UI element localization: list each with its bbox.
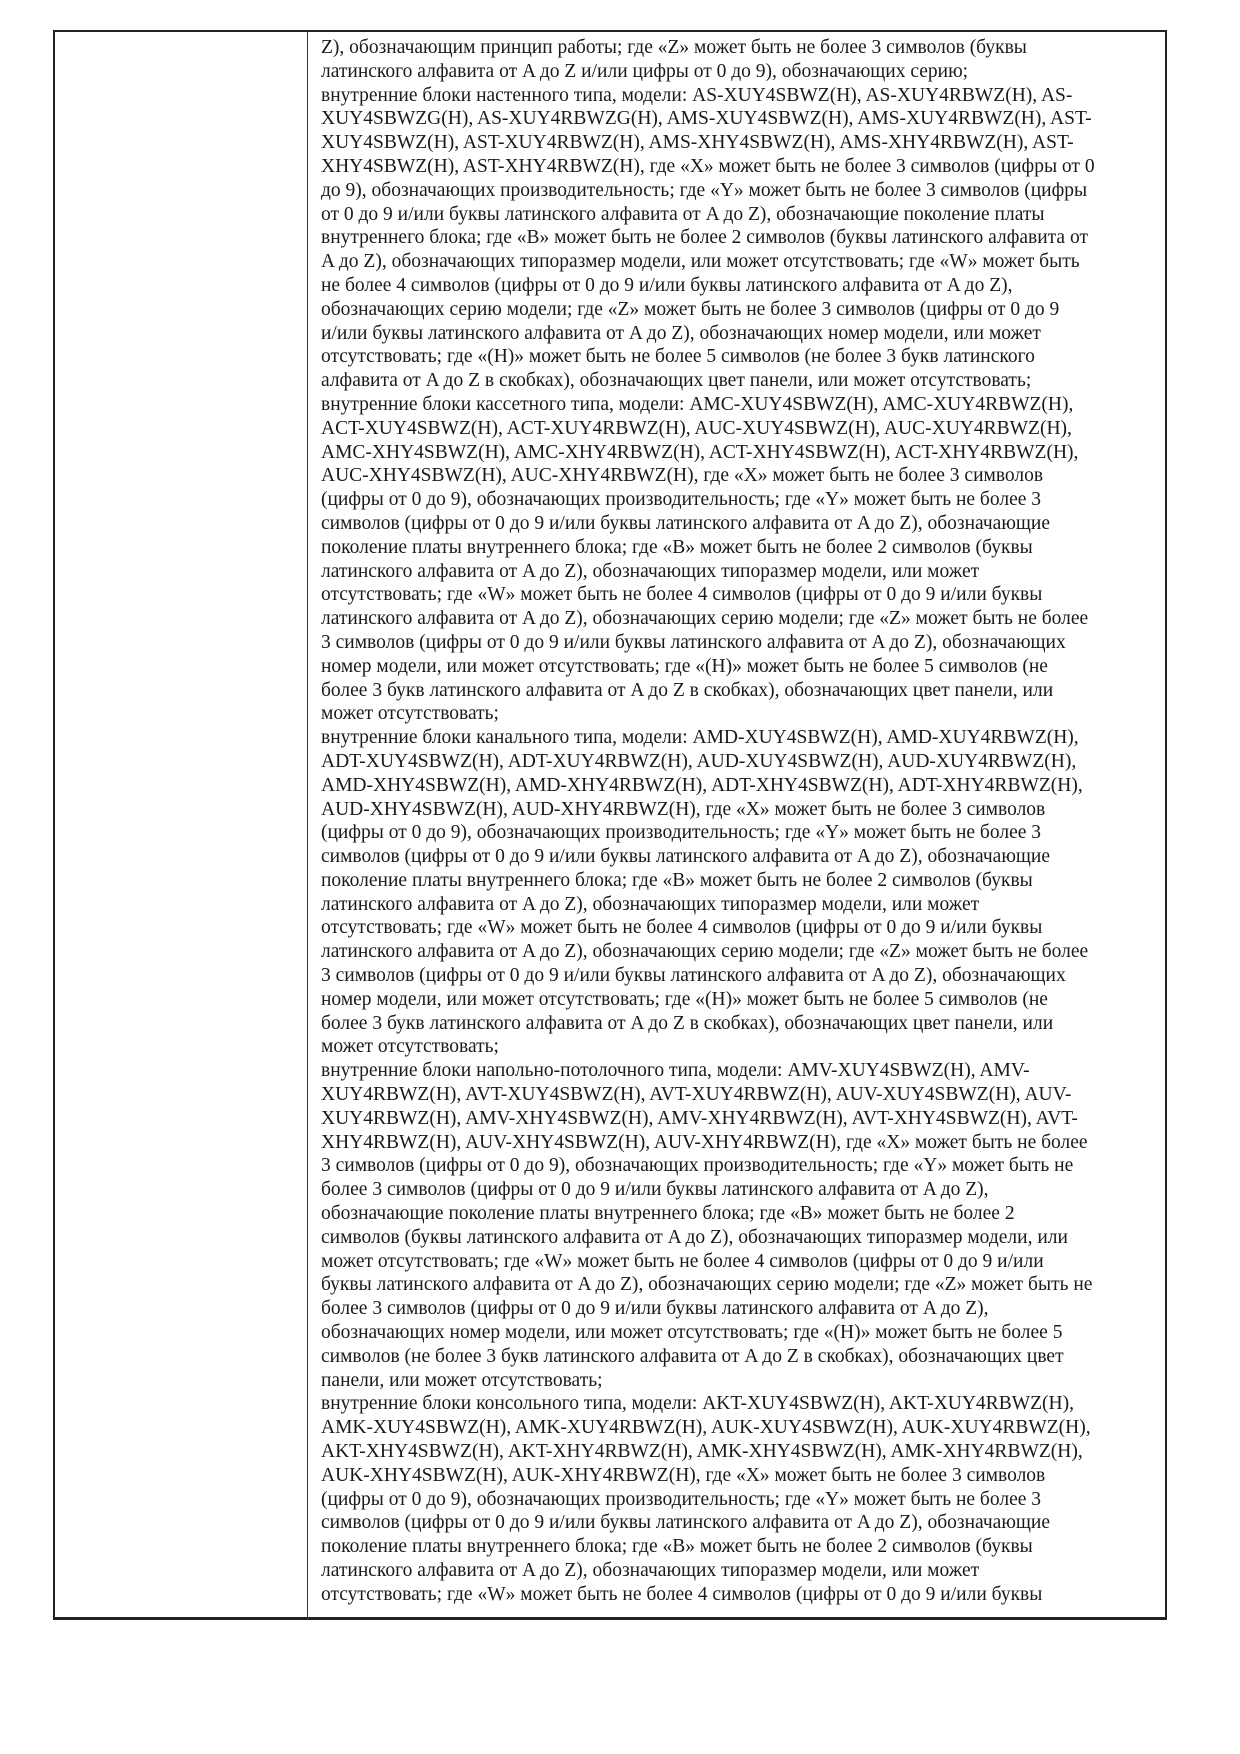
text-line: ADT-XUY4SBWZ(H), ADT-XUY4RBWZ(H), AUD-XUY4SBWZ(H), AUD-XUY4RBWZ(H),	[321, 750, 1077, 772]
text-line: 3 символов (цифры от 0 до 9), обозначающих производительность; где «Y» может быть не	[321, 1155, 1074, 1177]
text-line: алфавита от A до Z в скобках), обозначающих цвет панели, или может отсутствовать;	[321, 370, 1032, 392]
text-line: внутренние блоки напольно-потолочного типа, модели: AMV-XUY4SBWZ(H), AMV-	[321, 1060, 1030, 1082]
text-line: латинского алфавита от A до Z), обозначающих серию модели; где «Z» может быть не более	[321, 941, 1089, 963]
text-line: XUY4SBWZG(H), AS-XUY4RBWZG(H), AMS-XUY4SBWZ(H), AMS-XUY4RBWZ(H), AST-	[321, 108, 1092, 130]
text-line: обозначающих номер модели, или может отсутствовать; где «(H)» может быть не более 5	[321, 1322, 1063, 1344]
text-line: AUC-XHY4SBWZ(H), AUC-XHY4RBWZ(H), где «X» может быть не более 3 символов	[321, 465, 1044, 487]
text-line: внутренние блоки канального типа, модели: AMD-XUY4SBWZ(H), AMD-XUY4RBWZ(H),	[321, 727, 1079, 749]
text-line: (цифры от 0 до 9), обозначающих производительность; где «Y» может быть не более 3	[321, 1488, 1042, 1510]
text-line: 3 символов (цифры от 0 до 9 и/или буквы латинского алфавита от A до Z), обозначающих	[321, 631, 1066, 653]
text-line: XUY4RBWZ(H), AMV-XHY4SBWZ(H), AMV-XHY4RBWZ(H), AVT-XHY4SBWZ(H), AVT-	[321, 1107, 1078, 1129]
text-line: AMK-XUY4SBWZ(H), AMK-XUY4RBWZ(H), AUK-XUY4SBWZ(H), AUK-XUY4RBWZ(H),	[321, 1417, 1091, 1439]
text-line: более 3 символов (цифры от 0 до 9 и/или буквы латинского алфавита от A до Z),	[321, 1179, 989, 1201]
text-line: AMD-XHY4SBWZ(H), AMD-XHY4RBWZ(H), ADT-XHY4SBWZ(H), ADT-XHY4RBWZ(H),	[321, 774, 1083, 796]
document-table	[53, 30, 1167, 1620]
text-line: 3 символов (цифры от 0 до 9 и/или буквы латинского алфавита от A до Z), обозначающих	[321, 965, 1066, 987]
text-line: AUK-XHY4SBWZ(H), AUK-XHY4RBWZ(H), где «X» может быть не более 3 символов	[321, 1464, 1046, 1486]
text-line: номер модели, или может отсутствовать; где «(H)» может быть не более 5 символов (не	[321, 988, 1048, 1010]
text-line: XUY4RBWZ(H), AVT-XUY4SBWZ(H), AVT-XUY4RBWZ(H), AUV-XUY4SBWZ(H), AUV-	[321, 1084, 1072, 1106]
text-line: XHY4SBWZ(H), AST-XHY4RBWZ(H), где «X» может быть не более 3 символов (цифры от 0	[321, 155, 1095, 177]
text-line: латинского алфавита от A до Z и/или цифры от 0 до 9), обозначающих серию;	[321, 60, 969, 82]
text-line: может отсутствовать;	[321, 1036, 499, 1058]
text-line: AKT-XHY4SBWZ(H), AKT-XHY4RBWZ(H), AMK-XHY4SBWZ(H), AMK-XHY4RBWZ(H),	[321, 1441, 1083, 1463]
text-line: внутренние блоки кассетного типа, модели: AMC-XUY4SBWZ(H), AMC-XUY4RBWZ(H),	[321, 393, 1074, 415]
text-line: более 3 букв латинского алфавита от A до Z в скобках), обозначающих цвет панели, или	[321, 1012, 1054, 1034]
text-line: может отсутствовать;	[321, 703, 499, 725]
text-line: обозначающие поколение платы внутреннего блока; где «B» может быть не более 2	[321, 1203, 1015, 1225]
table-right-cell	[309, 32, 1165, 1617]
text-line: латинского алфавита от A до Z), обозначающих типоразмер модели, или может	[321, 893, 980, 915]
text-line: отсутствовать; где «W» может быть не более 4 символов (цифры от 0 до 9 и/или буквы	[321, 1583, 1043, 1605]
text-line: символов (буквы латинского алфавита от A до Z), обозначающих типоразмер модели, или	[321, 1226, 1068, 1248]
text-line: от 0 до 9 и/или буквы латинского алфавита от A до Z), обозначающие поколение платы	[321, 203, 1045, 225]
text-line: панели, или может отсутствовать;	[321, 1369, 603, 1391]
text-line: символов (цифры от 0 до 9 и/или буквы латинского алфавита от A до Z), обозначающие	[321, 1512, 1051, 1534]
text-line: латинского алфавита от A до Z), обозначающих типоразмер модели, или может	[321, 1560, 980, 1581]
text-line: номер модели, или может отсутствовать; где «(H)» может быть не более 5 символов (не	[321, 655, 1048, 677]
model-description-text	[321, 36, 1161, 1607]
text-line: поколение платы внутреннего блока; где «B» может быть не более 2 символов (буквы	[321, 1536, 1033, 1558]
text-line: (цифры от 0 до 9), обозначающих производительность; где «Y» может быть не более 3	[321, 822, 1042, 844]
text-line: более 3 букв латинского алфавита от A до Z в скобках), обозначающих цвет панели, или	[321, 679, 1054, 701]
text-line: (цифры от 0 до 9), обозначающих производительность; где «Y» может быть не более 3	[321, 489, 1042, 511]
text-line: буквы латинского алфавита от A до Z), обозначающих серию модели; где «Z» может быть не	[321, 1274, 1093, 1296]
text-line: отсутствовать; где «W» может быть не более 4 символов (цифры от 0 до 9 и/или буквы	[321, 584, 1043, 606]
text-line: не более 4 символов (цифры от 0 до 9 и/или буквы латинского алфавита от A до Z),	[321, 274, 1013, 296]
text-line: внутреннего блока; где «B» может быть не более 2 символов (буквы латинского алфавита от	[321, 227, 1088, 249]
text-line: латинского алфавита от A до Z), обозначающих типоразмер модели, или может	[321, 560, 980, 582]
text-line: поколение платы внутреннего блока; где «B» может быть не более 2 символов (буквы	[321, 869, 1033, 891]
text-line: может отсутствовать; где «W» может быть не более 4 символов (цифры от 0 до 9 и/или	[321, 1250, 1044, 1272]
text-line: AMC-XHY4SBWZ(H), AMC-XHY4RBWZ(H), ACT-XHY4SBWZ(H), ACT-XHY4RBWZ(H),	[321, 441, 1079, 463]
text-line: AUD-XHY4SBWZ(H), AUD-XHY4RBWZ(H), где «X» может быть не более 3 символов	[321, 798, 1046, 820]
text-line: символов (не более 3 букв латинского алфавита от A до Z в скобках), обозначающих цвет	[321, 1345, 1064, 1367]
text-line: A до Z), обозначающих типоразмер модели, или может отсутствовать; где «W» может быть	[321, 251, 1080, 273]
text-line: ACT-XUY4SBWZ(H), ACT-XUY4RBWZ(H), AUC-XUY4SBWZ(H), AUC-XUY4RBWZ(H),	[321, 417, 1072, 439]
text-line: до 9), обозначающих производительность; где «Y» может быть не более 3 символов (цифры	[321, 179, 1088, 201]
text-line: символов (цифры от 0 до 9 и/или буквы латинского алфавита от A до Z), обозначающие	[321, 512, 1051, 534]
text-line: обозначающих серию модели; где «Z» может быть не более 3 символов (цифры от 0 до 9	[321, 298, 1060, 320]
text-line: более 3 символов (цифры от 0 до 9 и/или буквы латинского алфавита от A до Z),	[321, 1298, 989, 1320]
text-line: XHY4RBWZ(H), AUV-XHY4SBWZ(H), AUV-XHY4RBWZ(H), где «X» может быть не более	[321, 1131, 1088, 1153]
table-left-cell	[55, 32, 308, 1617]
text-line: символов (цифры от 0 до 9 и/или буквы латинского алфавита от A до Z), обозначающие	[321, 846, 1051, 868]
text-line: внутренние блоки консольного типа, модели: AKT-XUY4SBWZ(H), AKT-XUY4RBWZ(H),	[321, 1393, 1074, 1415]
text-line: Z), обозначающим принцип работы; где «Z» может быть не более 3 символов (буквы	[321, 37, 1027, 58]
text-line: латинского алфавита от A до Z), обозначающих серию модели; где «Z» может быть не более	[321, 608, 1089, 630]
text-line: поколение платы внутреннего блока; где «B» может быть не более 2 символов (буквы	[321, 536, 1033, 558]
text-line: отсутствовать; где «(H)» может быть не более 5 символов (не более 3 букв латинского	[321, 346, 1035, 368]
text-line: и/или буквы латинского алфавита от A до Z), обозначающих номер модели, или может	[321, 322, 1041, 344]
text-line: XUY4SBWZ(H), AST-XUY4RBWZ(H), AMS-XHY4SBWZ(H), AMS-XHY4RBWZ(H), AST-	[321, 132, 1074, 154]
text-line: отсутствовать; где «W» может быть не более 4 символов (цифры от 0 до 9 и/или буквы	[321, 917, 1043, 939]
text-line: внутренние блоки настенного типа, модели: AS-XUY4SBWZ(H), AS-XUY4RBWZ(H), AS-	[321, 84, 1073, 106]
